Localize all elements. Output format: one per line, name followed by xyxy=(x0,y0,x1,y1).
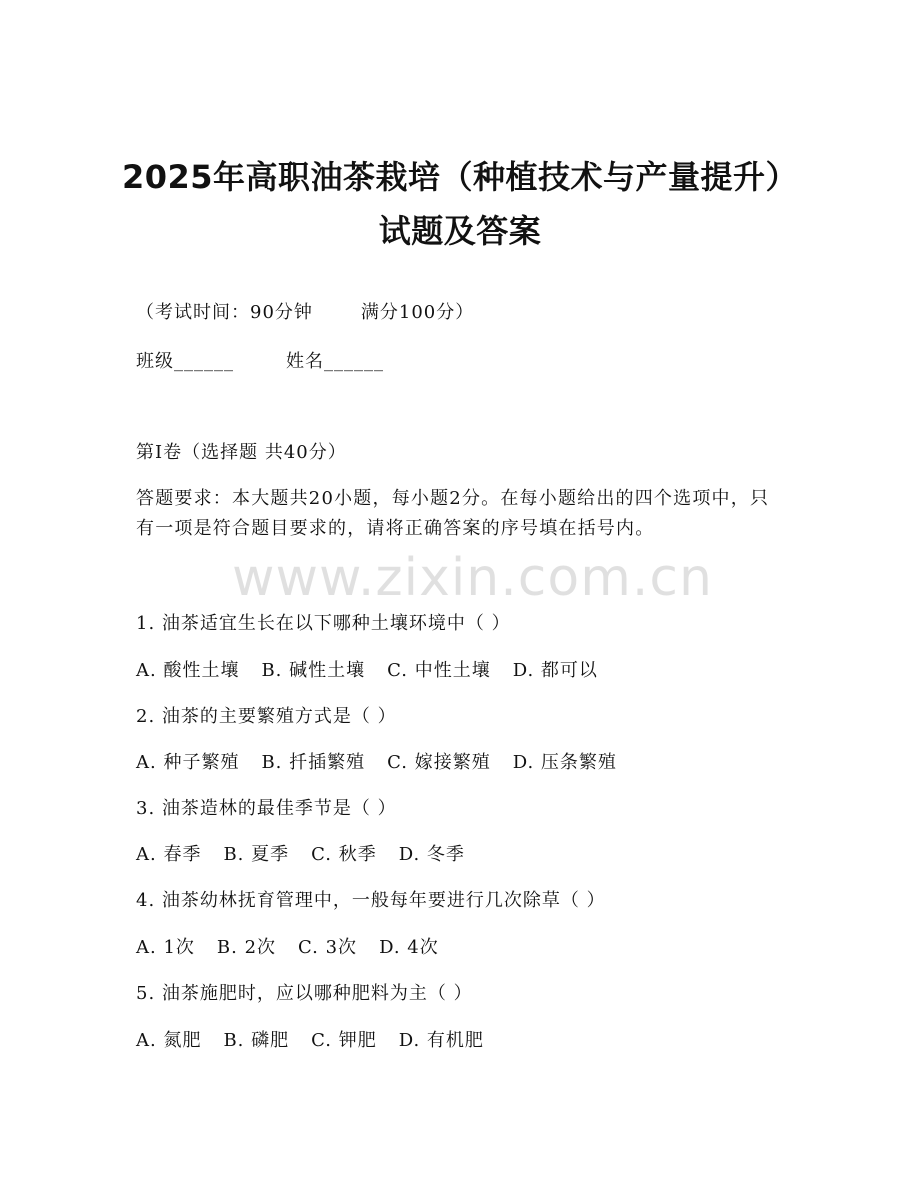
watermark: www.zixin.com.cn xyxy=(232,548,713,608)
option-b: B. 2次 xyxy=(216,937,277,958)
class-field: 班级______ xyxy=(136,351,234,372)
question-options xyxy=(136,936,461,960)
option-a: A. 春季 xyxy=(136,844,202,865)
question-options xyxy=(136,843,487,867)
question-options xyxy=(136,751,639,775)
option-a: A. 酸性土壤 xyxy=(136,660,240,681)
option-b: B. 碱性土壤 xyxy=(261,660,366,681)
exam-info-line xyxy=(136,301,474,325)
question-stem: 2. 油茶的主要繁殖方式是（ ） xyxy=(136,706,397,727)
question-options xyxy=(136,659,620,683)
option-a: A. 氮肥 xyxy=(136,1030,202,1051)
option-a: A. 1次 xyxy=(136,937,195,958)
section-instructions: 答题要求：本大题共20小题，每小题2分。在每小题给出的四个选项中，只有一项是符合题目要求的，请将正确答案的序号填在括号内。 xyxy=(136,488,770,539)
option-c: C. 中性土壤 xyxy=(387,660,491,681)
option-b: B. 扦插繁殖 xyxy=(261,752,366,773)
option-b: B. 夏季 xyxy=(223,844,290,865)
option-c: C. 3次 xyxy=(298,937,358,958)
option-c: C. 嫁接繁殖 xyxy=(387,752,491,773)
option-c: C. 秋季 xyxy=(311,844,377,865)
option-b: B. 磷肥 xyxy=(223,1030,290,1051)
section-heading: 第Ⅰ卷（选择题 共40分） xyxy=(136,442,347,463)
option-d: D. 都可以 xyxy=(512,660,598,681)
exam-time: （考试时间：90分钟 xyxy=(136,302,313,323)
option-d: D. 压条繁殖 xyxy=(512,752,617,773)
option-d: D. 4次 xyxy=(379,937,439,958)
option-a: A. 种子繁殖 xyxy=(136,752,240,773)
question-stem: 1. 油茶适宜生长在以下哪种土壤环境中（ ） xyxy=(136,613,511,634)
option-d: D. 冬季 xyxy=(398,844,465,865)
question-options xyxy=(136,1029,506,1053)
exam-score: 满分100分） xyxy=(360,302,475,323)
question-stem: 5. 油茶施肥时，应以哪种肥料为主（ ） xyxy=(136,983,473,1004)
option-c: C. 钾肥 xyxy=(311,1030,377,1051)
document-title: 2025年高职油茶栽培（种植技术与产量提升）试题及答案 xyxy=(121,158,799,250)
question-stem: 3. 油茶造林的最佳季节是（ ） xyxy=(136,798,397,819)
name-field: 姓名______ xyxy=(286,351,384,372)
student-fields-line xyxy=(136,350,384,374)
question-stem: 4. 油茶幼林抚育管理中，一般每年要进行几次除草（ ） xyxy=(136,890,606,911)
option-d: D. 有机肥 xyxy=(398,1030,484,1051)
